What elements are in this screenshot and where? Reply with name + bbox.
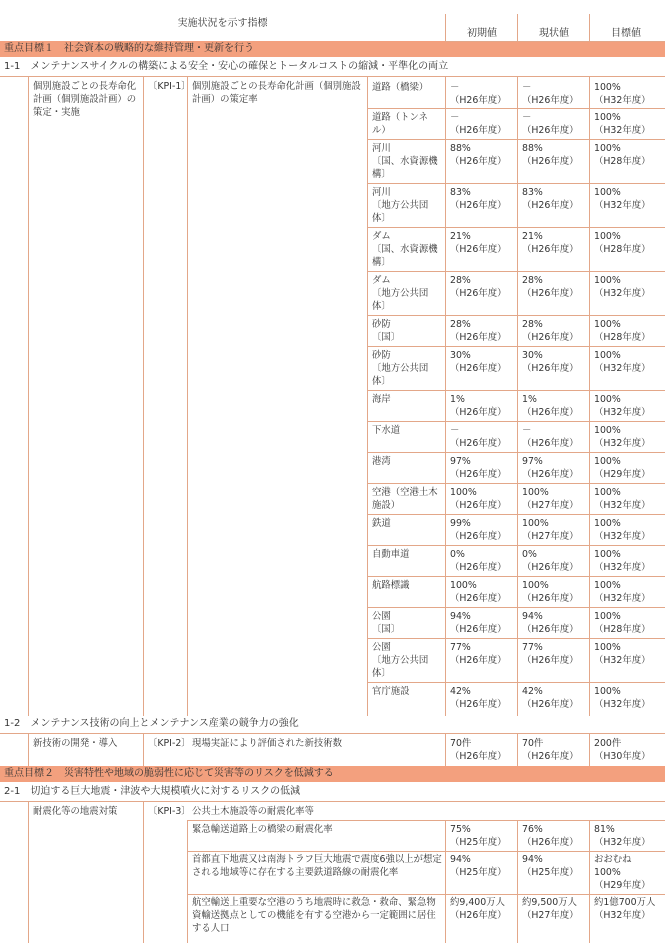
facility-category: 空港（空港土木施設） bbox=[372, 487, 438, 511]
facility-initial: 83% （H26年度） bbox=[450, 187, 507, 211]
grid-line bbox=[445, 41, 665, 42]
facility-category: 航路標識 bbox=[372, 580, 410, 591]
grid-line bbox=[367, 452, 665, 453]
facility-current: － （H26年度） bbox=[522, 112, 579, 136]
kpi2-initial: 70件 （H26年度） bbox=[450, 738, 507, 762]
facility-initial: 28% （H26年度） bbox=[450, 319, 507, 343]
facility-target: 100% （H32年度） bbox=[594, 82, 651, 106]
seismic-name: 首都直下地震又は南海トラフ巨大地震で震度6強以上が想定される地域等に存在する主要鉄道路線の耐震化率 bbox=[192, 854, 442, 878]
facility-initial: 1% （H26年度） bbox=[450, 394, 507, 418]
grid-line bbox=[367, 77, 368, 716]
facility-initial: 28% （H26年度） bbox=[450, 275, 507, 299]
grid-line bbox=[187, 77, 188, 716]
goal2-title: 重点目標２ 災害特性や地域の脆弱性に応じて災害等のリスクを低減する bbox=[0, 766, 665, 782]
facility-target: 100% （H32年度） bbox=[594, 642, 651, 666]
facility-target: 100% （H28年度） bbox=[594, 143, 651, 167]
grid-line bbox=[367, 545, 665, 546]
facility-target: 100% （H32年度） bbox=[594, 394, 651, 418]
facility-category: 道路（橋梁） bbox=[372, 82, 429, 93]
facility-current: 94% （H26年度） bbox=[522, 611, 579, 635]
facility-initial: 99% （H26年度） bbox=[450, 518, 507, 542]
grid-line bbox=[589, 820, 590, 943]
grid-line bbox=[367, 682, 665, 683]
grid-line bbox=[445, 734, 446, 766]
facility-initial: 100% （H26年度） bbox=[450, 580, 507, 604]
seismic-current: 94% （H25年度） bbox=[522, 854, 579, 878]
facility-target: 100% （H29年度） bbox=[594, 456, 651, 480]
facility-category: ダム 〔地方公共団体〕 bbox=[372, 275, 429, 312]
header-initial: 初期値 bbox=[467, 28, 497, 39]
facility-initial: 94% （H26年度） bbox=[450, 611, 507, 635]
facility-current: 28% （H26年度） bbox=[522, 275, 579, 299]
seismic-initial: 75% （H25年度） bbox=[450, 824, 507, 848]
facility-current: 100% （H27年度） bbox=[522, 518, 579, 542]
grid-line bbox=[28, 802, 29, 943]
facility-initial: 30% （H26年度） bbox=[450, 350, 507, 374]
facility-initial: 0% （H26年度） bbox=[450, 549, 507, 573]
kpi-label: 〔KPI-1〕 bbox=[148, 81, 191, 92]
seismic-target: 81% （H32年度） bbox=[594, 824, 651, 848]
grid-line bbox=[143, 734, 144, 766]
kpi3-label: 〔KPI-3〕 bbox=[148, 806, 191, 817]
facility-category: 砂防 〔地方公共団体〕 bbox=[372, 350, 429, 387]
grid-line bbox=[445, 77, 446, 716]
grid-line bbox=[187, 820, 188, 943]
facility-current: 42% （H26年度） bbox=[522, 686, 579, 710]
facility-initial: 100% （H26年度） bbox=[450, 487, 507, 511]
grid-line bbox=[367, 315, 665, 316]
facility-initial: 42% （H26年度） bbox=[450, 686, 507, 710]
kpi2-name: 現場実証により評価された新技術数 bbox=[192, 738, 343, 749]
facility-category: 公園 〔国〕 bbox=[372, 611, 401, 635]
grid-line bbox=[367, 183, 665, 184]
grid-line bbox=[517, 734, 518, 766]
facility-target: 100% （H32年度） bbox=[594, 187, 651, 211]
measure-text: 個別施設ごとの長寿命化計画（個別施設計画）の策定・実施 bbox=[33, 81, 137, 118]
header-current: 現状値 bbox=[539, 28, 569, 39]
seismic-current: 76% （H26年度） bbox=[522, 824, 579, 848]
grid-line bbox=[367, 271, 665, 272]
kpi2-current: 70件 （H26年度） bbox=[522, 738, 579, 762]
facility-target: 100% （H32年度） bbox=[594, 425, 651, 449]
grid-line bbox=[28, 734, 29, 766]
facility-target: 100% （H32年度） bbox=[594, 686, 651, 710]
facility-current: － （H26年度） bbox=[522, 425, 579, 449]
facility-current: 88% （H26年度） bbox=[522, 143, 579, 167]
measure2-text: 新技術の開発・導入 bbox=[33, 738, 118, 749]
grid-line bbox=[517, 77, 518, 716]
grid-line bbox=[367, 139, 665, 140]
seismic-current: 約9,500万人 （H27年度） bbox=[522, 897, 579, 921]
facility-initial: － （H26年度） bbox=[450, 425, 507, 449]
header-target: 目標値 bbox=[611, 28, 641, 39]
seismic-name: 緊急輸送道路上の橋梁の耐震化率 bbox=[192, 824, 333, 835]
facility-category: 公園 〔地方公共団体〕 bbox=[372, 642, 429, 679]
grid-line bbox=[445, 820, 446, 943]
facility-category: 河川 〔国、水資源機構〕 bbox=[372, 143, 438, 180]
facility-target: 100% （H32年度） bbox=[594, 549, 651, 573]
seismic-initial: 約9,400万人 （H26年度） bbox=[450, 897, 507, 921]
facility-category: 河川 〔地方公共団体〕 bbox=[372, 187, 429, 224]
grid-line bbox=[589, 734, 590, 766]
grid-line bbox=[143, 77, 144, 716]
facility-category: 自動車道 bbox=[372, 549, 410, 560]
grid-line bbox=[367, 346, 665, 347]
facility-initial: 21% （H26年度） bbox=[450, 231, 507, 255]
facility-initial: － （H26年度） bbox=[450, 82, 507, 106]
kpi2-label: 〔KPI-2〕 bbox=[148, 738, 191, 749]
grid-line bbox=[187, 851, 665, 852]
grid-line bbox=[517, 820, 518, 943]
grid-line bbox=[187, 820, 665, 821]
grid-line bbox=[367, 576, 665, 577]
goal1-sub2-title: 1-2 メンテナンス技術の向上とメンテナンス産業の競争力の強化 bbox=[0, 716, 665, 734]
grid-line bbox=[367, 483, 665, 484]
facility-current: 83% （H26年度） bbox=[522, 187, 579, 211]
facility-current: 30% （H26年度） bbox=[522, 350, 579, 374]
seismic-target: 約1億700万人 （H32年度） bbox=[594, 897, 656, 921]
facility-target: 100% （H32年度） bbox=[594, 112, 651, 136]
facility-current: 21% （H26年度） bbox=[522, 231, 579, 255]
goal2-sub1-title: 2-1 切迫する巨大地震・津波や大規模噴火に対するリスクの低減 bbox=[0, 784, 665, 802]
facility-target: 100% （H32年度） bbox=[594, 580, 651, 604]
facility-initial: 88% （H26年度） bbox=[450, 143, 507, 167]
seismic-name: 航空輸送上重要な空港のうち地震時に救急・救命、緊急物資輸送拠点としての機能を有する空港から一定範囲に居住する人口 bbox=[192, 897, 436, 934]
grid-line bbox=[367, 638, 665, 639]
facility-target: 100% （H28年度） bbox=[594, 611, 651, 635]
facility-current: 100% （H27年度） bbox=[522, 487, 579, 511]
grid-line bbox=[517, 14, 518, 41]
facility-current: 28% （H26年度） bbox=[522, 319, 579, 343]
facility-initial: 77% （H26年度） bbox=[450, 642, 507, 666]
facility-category: 官庁施設 bbox=[372, 686, 410, 697]
grid-line bbox=[143, 802, 144, 943]
seismic-initial: 94% （H25年度） bbox=[450, 854, 507, 878]
facility-target: 100% （H32年度） bbox=[594, 518, 651, 542]
grid-line bbox=[367, 108, 665, 109]
kpi3-name: 公共土木施設等の耐震化率等 bbox=[192, 806, 314, 817]
facility-target: 100% （H32年度） bbox=[594, 487, 651, 511]
grid-line bbox=[445, 14, 446, 41]
facility-target: 100% （H32年度） bbox=[594, 275, 651, 299]
facility-initial: 97% （H26年度） bbox=[450, 456, 507, 480]
facility-category: 港湾 bbox=[372, 456, 391, 467]
facility-target: 100% （H32年度） bbox=[594, 350, 651, 374]
measure3-text: 耐震化等の地震対策 bbox=[33, 806, 118, 817]
facility-current: － （H26年度） bbox=[522, 82, 579, 106]
facility-current: 0% （H26年度） bbox=[522, 549, 579, 573]
grid-line bbox=[367, 514, 665, 515]
goal1-title: 重点目標１ 社会資本の戦略的な維持管理・更新を行う bbox=[0, 41, 665, 57]
grid-line bbox=[367, 390, 665, 391]
grid-line bbox=[187, 894, 665, 895]
facility-target: 100% （H28年度） bbox=[594, 231, 651, 255]
facility-category: 道路（トンネル） bbox=[372, 112, 428, 136]
header-indicator-title: 実施状況を示す指標 bbox=[177, 18, 268, 29]
grid-line bbox=[367, 421, 665, 422]
facility-category: ダム 〔国、水資源機構〕 bbox=[372, 231, 438, 268]
kpi-name: 個別施設ごとの長寿命化計画（個別施設計画）の策定率 bbox=[192, 81, 361, 105]
grid-line bbox=[589, 77, 590, 716]
facility-initial: － （H26年度） bbox=[450, 112, 507, 136]
seismic-target: おおむね 100% （H29年度） bbox=[594, 854, 651, 891]
facility-category: 砂防 〔国〕 bbox=[372, 319, 401, 343]
kpi2-target: 200件 （H30年度） bbox=[594, 738, 651, 762]
grid-line bbox=[589, 14, 590, 41]
facility-category: 鉄道 bbox=[372, 518, 391, 529]
facility-current: 1% （H26年度） bbox=[522, 394, 579, 418]
facility-current: 77% （H26年度） bbox=[522, 642, 579, 666]
grid-line bbox=[28, 77, 29, 716]
grid-line bbox=[367, 607, 665, 608]
facility-category: 海岸 bbox=[372, 394, 391, 405]
facility-category: 下水道 bbox=[372, 425, 401, 436]
facility-target: 100% （H28年度） bbox=[594, 319, 651, 343]
grid-line bbox=[367, 227, 665, 228]
goal1-sub1-title: 1-1 メンテナンスサイクルの構築による安全・安心の確保とトータルコストの縮減・平準化の両立 bbox=[0, 59, 665, 77]
facility-current: 100% （H26年度） bbox=[522, 580, 579, 604]
facility-current: 97% （H26年度） bbox=[522, 456, 579, 480]
